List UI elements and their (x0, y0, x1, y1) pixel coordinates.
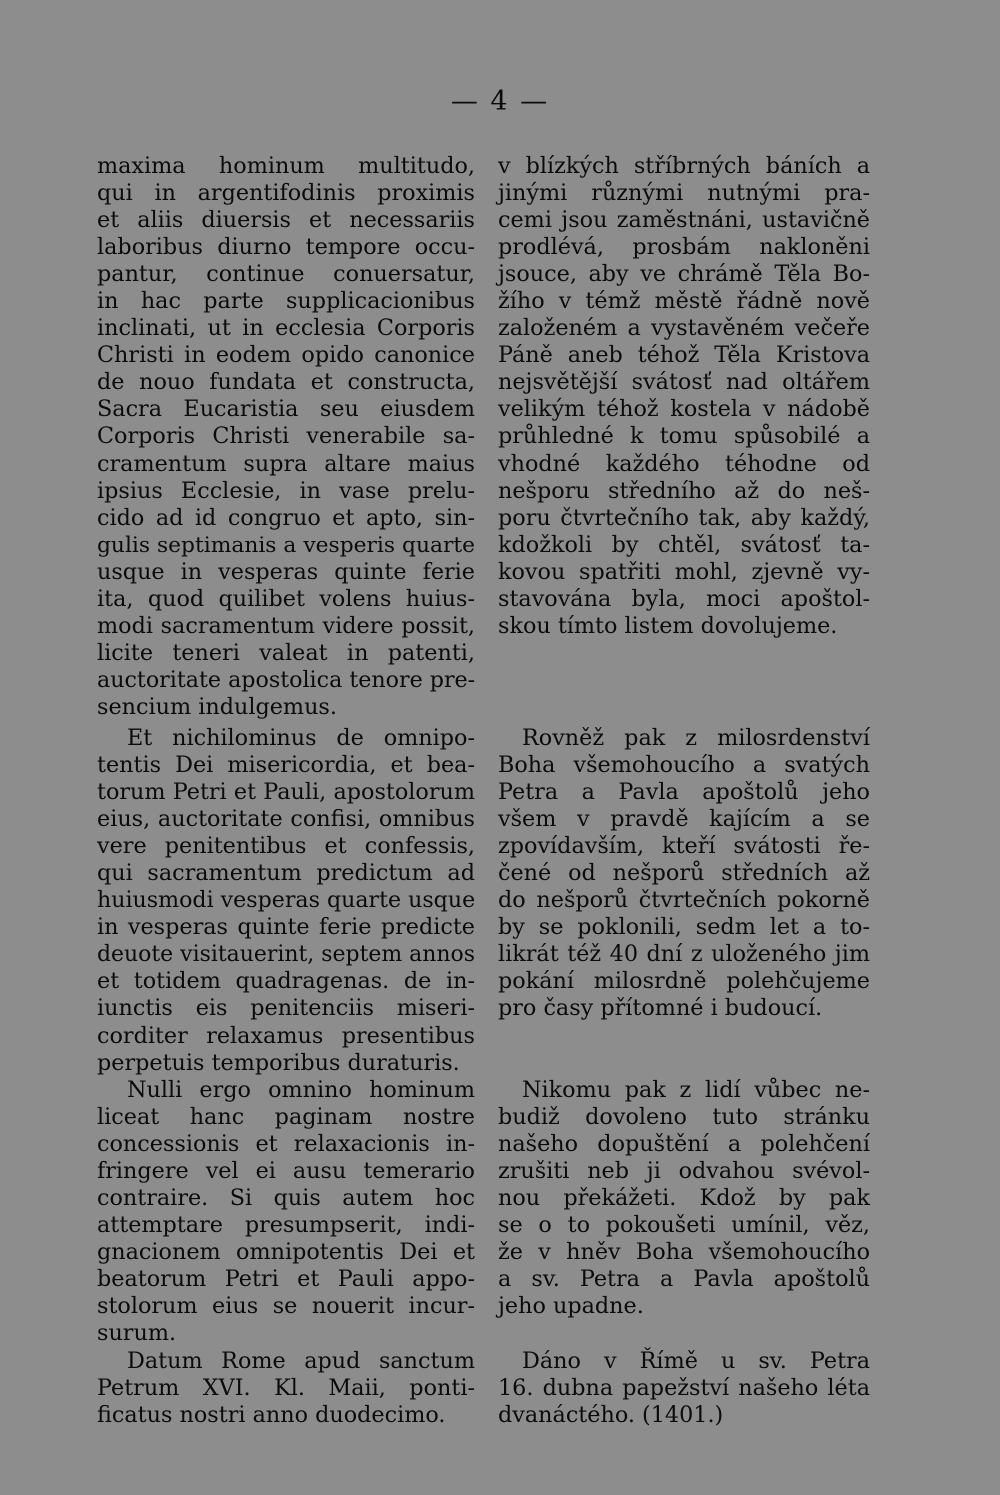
text-line: Páně aneb téhož Těla Kristova (498, 342, 870, 369)
text-line: pokání milosrdně polehčujeme (498, 968, 870, 995)
text-line: fringere vel ei ausu temerario (97, 1158, 475, 1185)
text-line: dvanáctého. (1401.) (498, 1402, 724, 1429)
latin-paragraph-2 (97, 725, 475, 1077)
text-line: gulis septimanis a vesperis quarte (97, 532, 475, 558)
text-line: prodlévá, prosbám nakloněni (498, 234, 870, 261)
text-line: cido ad id congruo et apto, sin- (97, 504, 475, 531)
text-line: et aliis diuersis et necessariis (97, 207, 475, 234)
text-line: poru čtvrtečního tak, aby každý, (498, 504, 870, 531)
text-line: in vesperas quinte ferie predicte (97, 914, 475, 941)
text-line: Petrum XVI. Kl. Maii, ponti- (97, 1375, 475, 1402)
text-line: nou překážeti. Kdož by pak (498, 1185, 870, 1212)
czech-paragraph-3 (498, 1077, 870, 1320)
text-line: ita, quod quilibet volens huius- (97, 585, 475, 612)
text-line: žího v témž městě řádně nově (498, 288, 870, 315)
text-line: Et nichilominus de omnipo- (127, 725, 475, 751)
text-line: huiusmodi vesperas quarte usque (97, 887, 476, 914)
text-line: Nulli ergo omnino hominum (127, 1077, 475, 1103)
text-line: perpetuis temporibus duraturis. (97, 1049, 460, 1076)
text-line: surum. (97, 1320, 177, 1347)
text-line: že v hněv Boha všemohoucího (498, 1239, 870, 1266)
text-line: se o to pokoušeti umínil, věz, (498, 1212, 870, 1239)
czech-paragraph-1 (498, 153, 870, 640)
text-line: ficatus nostri anno duodecimo. (97, 1402, 446, 1429)
text-line: attemptare presumpserit, indi- (97, 1212, 475, 1239)
text-line: de nouo fundata et constructa, (97, 369, 475, 396)
text-line: Dáno v Římě u sv. Petra (522, 1348, 870, 1374)
text-line: stolorum eius se nouerit incur- (97, 1293, 475, 1320)
text-line: nejsvětější svátosť nad oltářem (498, 369, 870, 396)
text-line: jsouce, aby ve chrámě Těla Bo- (498, 261, 870, 288)
page-number: — 4 — (450, 86, 550, 117)
text-line: in hac parte supplicacionibus (97, 288, 475, 315)
text-line: qui sacramentum predictum ad (97, 860, 475, 887)
text-line: 16. dubna papežství našeho léta (498, 1375, 870, 1402)
text-line: skou tímto listem dovolujeme. (498, 612, 838, 639)
text-line: by se poklonili, sedm let a to- (498, 914, 870, 941)
text-line: liceat hanc paginam nostre (97, 1104, 475, 1131)
text-line: zrušiti neb ji odvahou svévol- (498, 1158, 870, 1185)
text-line: Corporis Christi venerabile sa- (97, 423, 475, 450)
text-line: sencium indulgemus. (97, 693, 337, 720)
latin-paragraph-3 (97, 1077, 475, 1347)
text-line: Rovněž pak z milosrdenství (522, 725, 870, 751)
text-line: založeném a vystavěném večeře (498, 315, 870, 342)
text-line: eius, auctoritate confisi, omnibus (97, 806, 475, 833)
text-line: likrát též 40 dní z uloženého jim (498, 941, 870, 968)
text-line: všem v pravdě kajícím a se (498, 806, 870, 833)
text-line: torum Petri et Pauli, apostolorum (97, 779, 475, 806)
text-line: našeho dopuštění a polehčení (498, 1131, 870, 1158)
text-line: auctoritate apostolica tenore pre- (97, 666, 476, 693)
text-line: cemi jsou zaměstnáni, ustavičně (498, 207, 870, 234)
text-line: modi sacramentum videre possit, (97, 612, 475, 639)
text-line: vhodné každého téhodne od (498, 450, 870, 477)
text-line: kdožkoli by chtěl, svátosť ta- (498, 531, 870, 558)
text-line: jinými různými nutnými pra- (498, 180, 870, 207)
text-line: inclinati, ut in ecclesia Corporis (97, 315, 475, 342)
text-line: stavována byla, moci apoštol- (498, 585, 870, 612)
text-line: ipsius Ecclesie, in vase prelu- (97, 477, 475, 504)
text-line: a sv. Petra a Pavla apoštolů (498, 1266, 870, 1293)
text-line: Datum Rome apud sanctum (127, 1348, 475, 1374)
text-line: nešporu středního až do neš- (498, 477, 870, 504)
czech-paragraph-4 (498, 1348, 870, 1429)
text-line: průhledné k tomu spůsobilé a (498, 423, 870, 450)
latin-paragraph-4 (97, 1348, 475, 1429)
text-line: qui in argentifodinis proximis (97, 180, 475, 207)
text-line: jeho upadne. (498, 1293, 644, 1320)
text-line: kovou spatřiti mohl, zjevně vy- (498, 558, 870, 585)
text-line: corditer relaxamus presentibus (97, 1022, 475, 1049)
text-line: budiž dovoleno tuto stránku (498, 1104, 870, 1131)
text-line: concessionis et relaxacionis in- (97, 1131, 475, 1158)
text-line: deuote visitauerint, septem annos (97, 942, 475, 968)
text-line: Petra a Pavla apoštolů jeho (498, 779, 870, 806)
text-line: usque in vesperas quinte ferie (97, 558, 475, 585)
text-line: velikým téhož kostela v nádobě (498, 396, 870, 423)
text-line: zpovídavším, kteří svátosti ře- (498, 833, 870, 860)
text-line: tentis Dei misericordia, et bea- (97, 752, 475, 779)
text-line: contraire. Si quis autem hoc (97, 1185, 475, 1212)
text-line: iunctis eis penitenciis miseri- (97, 995, 475, 1022)
text-line: gnacionem omnipotentis Dei et (97, 1239, 475, 1266)
text-line: pro časy přítomné i budoucí. (498, 995, 823, 1022)
text-line: licite teneri valeat in patenti, (97, 639, 475, 666)
text-line: pantur, continue conuersatur, (97, 261, 475, 288)
text-line: cramentum supra altare maius (97, 450, 475, 477)
text-line: vere penitentibus et confessis, (97, 833, 475, 860)
text-line: laboribus diurno tempore occu- (97, 234, 475, 261)
text-line: maxima hominum multitudo, (97, 153, 475, 179)
text-line: beatorum Petri et Pauli appo- (97, 1266, 475, 1293)
text-line: Sacra Eucaristia seu eiusdem (97, 396, 475, 423)
text-line: et totidem quadragenas. de in- (97, 968, 475, 995)
text-line: Nikomu pak z lidí vůbec ne- (522, 1077, 870, 1103)
text-line: Boha všemohoucího a svatých (498, 752, 870, 779)
text-line: v blízkých stříbrných báních a (498, 153, 870, 179)
latin-paragraph-1 (97, 153, 475, 721)
text-line: Christi in eodem opido canonice (97, 342, 475, 369)
text-line: do nešporů čtvrtečních pokorně (498, 887, 870, 914)
czech-paragraph-2 (498, 725, 870, 1023)
text-line: čené od nešporů středních až (498, 860, 870, 887)
